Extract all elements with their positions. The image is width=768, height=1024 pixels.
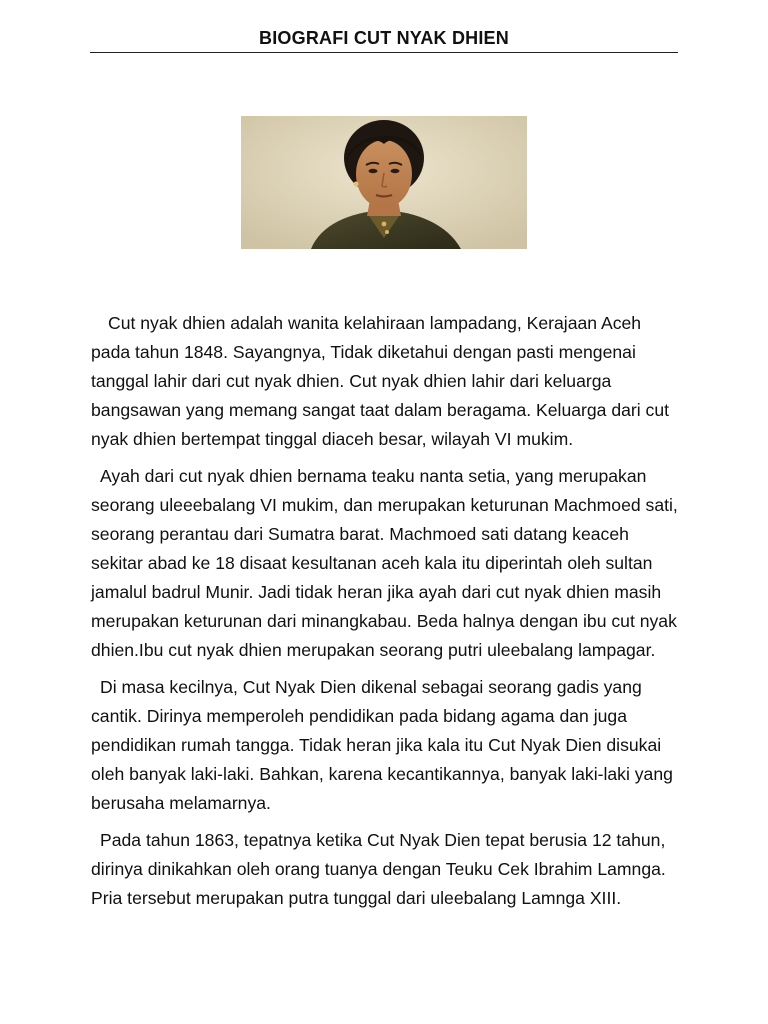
paragraph-1: Cut nyak dhien adalah wanita kelahiraan lampadang, Kerajaan Aceh pada tahun 1848. Sayangnya, Tidak diketahui dengan pasti mengenai tanggal lahir dari cut nyak dhien. Cut nyak dhien lahir dari keluarga bangsawan yang memang sangat taat dalam beragama. Keluarga dari cut nyak dhien bertempat tinggal diaceh besar, wilayah VI mukim. (91, 313, 670, 449)
paragraph-4: Pada tahun 1863, tepatnya ketika Cut Nyak Dien tepat berusia 12 tahun, dirinya dinikahkan oleh orang tuanya dengan Teuku Cek Ibrahim Lamnga. Pria tersebut merupakan putra tunggal dari uleebalang Lamnga XIII. (91, 830, 666, 908)
biography-body (91, 309, 685, 921)
page-title: BIOGRAFI CUT NYAK DHIEN (259, 28, 509, 48)
paragraph-3: Di masa kecilnya, Cut Nyak Dien dikenal sebagai seorang gadis yang cantik. Dirinya memperoleh pendidikan pada bidang agama dan juga pendidikan rumah tangga. Tidak heran jika kala itu Cut Nyak Dien disukai oleh banyak laki-laki. Bahkan, karena kecantikannya, banyak laki-laki yang berusaha melamarnya. (91, 677, 673, 813)
portrait-image (241, 116, 527, 249)
title-underline (90, 52, 678, 53)
paragraph-2: Ayah dari cut nyak dhien bernama teaku nanta setia, yang merupakan seorang uleeebalang VI mukim, dan merupakan keturunan Machmoed sati, seorang perantau dari Sumatra barat. Machmoed sati datang keaceh sekitar abad ke 18 disaat kesultanan aceh kala itu diperintah oleh sultan jamalul badrul Munir. Jadi tidak heran jika ayah dari cut nyak dhien masih merupakan keturunan dari minangkabau. Beda halnya dengan ibu cut nyak dhien.Ibu cut nyak dhien merupakan seorang putri uleebalang lampagar. (91, 466, 678, 660)
portrait-painting-icon (241, 116, 527, 249)
